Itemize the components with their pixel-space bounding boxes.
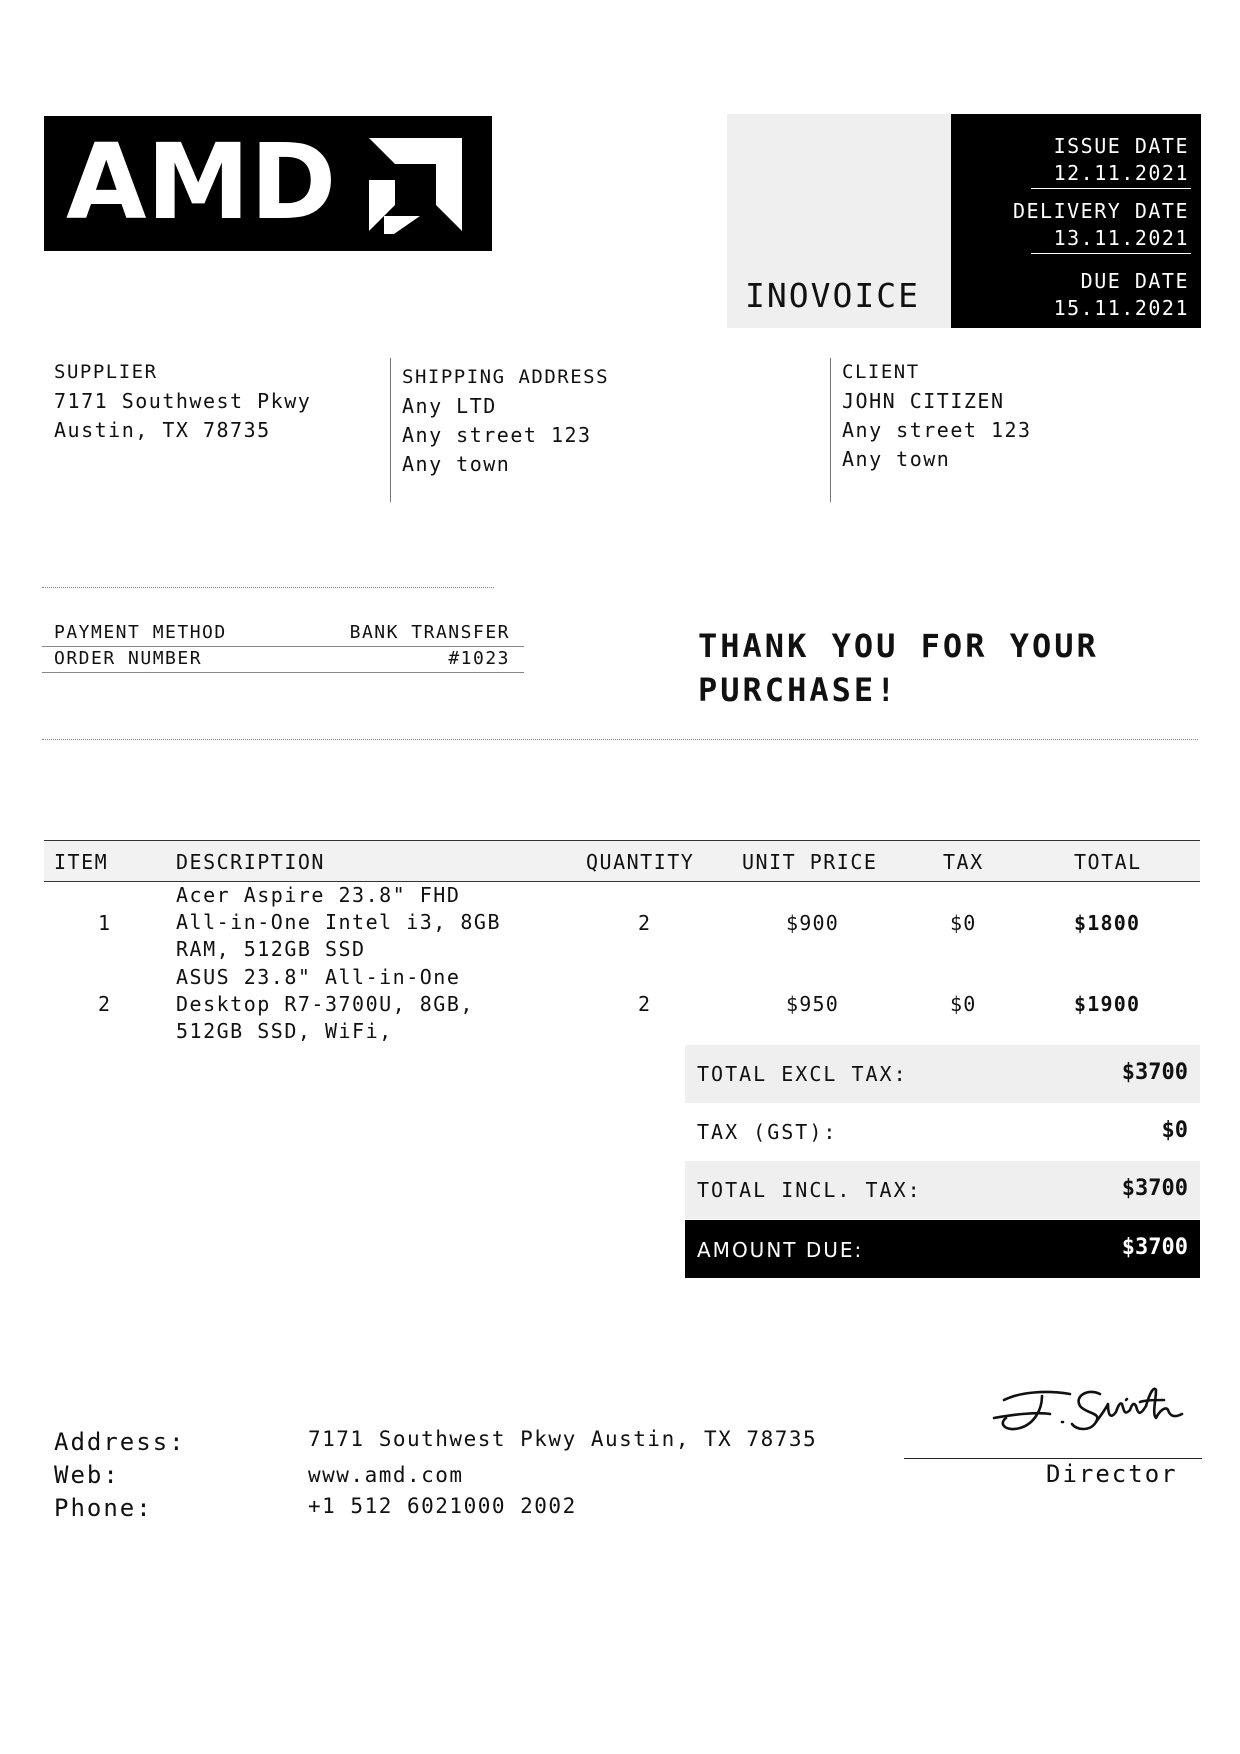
supplier-line: 7171 Southwest Pkwy [54, 389, 312, 413]
date-divider [1031, 253, 1191, 254]
item-total: $1900 [1074, 992, 1141, 1016]
thank-you-message [698, 624, 1099, 712]
column-header-unit-price: UNIT PRICE [742, 850, 878, 874]
supplier-heading: SUPPLIER [54, 361, 158, 383]
item-quantity: 2 [638, 911, 652, 935]
item-tax: $0 [950, 992, 977, 1016]
amd-arrow-icon [369, 138, 462, 234]
shipping-line: Any town [402, 452, 511, 476]
description-line: Desktop R7-3700U, 8GB, [176, 992, 474, 1016]
payment-method-label: PAYMENT METHOD [54, 622, 227, 643]
total-excl-tax-value: $3700 [1121, 1060, 1188, 1085]
phone-label: Phone: [54, 1494, 153, 1522]
invoice-dates-panel [951, 114, 1201, 328]
order-number-label: ORDER NUMBER [54, 648, 203, 669]
due-date-value: 15.11.2021 [1053, 296, 1189, 320]
column-divider [830, 358, 831, 502]
column-divider [390, 358, 391, 502]
dotted-divider [42, 587, 494, 588]
tax-gst-value: $0 [1161, 1118, 1188, 1143]
description-line: All-in-One Intel i3, 8GB [176, 910, 501, 934]
item-quantity: 2 [638, 992, 652, 1016]
issue-date-value: 12.11.2021 [1053, 161, 1189, 185]
item-number: 1 [98, 911, 112, 935]
shipping-line: Any street 123 [402, 423, 592, 447]
description-line: ASUS 23.8" All-in-One [176, 965, 461, 989]
address-label: Address: [54, 1428, 186, 1456]
amount-due-row [685, 1220, 1200, 1278]
svg-text:AMD: AMD [66, 121, 337, 243]
description-line: Acer Aspire 23.8" FHD [176, 883, 461, 907]
table-header [44, 840, 1200, 882]
amount-due-label: AMOUNT DUE: [697, 1238, 864, 1262]
column-header-description: DESCRIPTION [176, 850, 325, 874]
supplier-line: Austin, TX 78735 [54, 418, 271, 442]
footer-labels [54, 1426, 186, 1525]
issue-date-label: ISSUE DATE [1053, 134, 1189, 158]
dotted-divider [42, 739, 1198, 740]
column-header-item: ITEM [54, 850, 109, 874]
column-header-total: TOTAL [1074, 850, 1142, 874]
order-number-value: #1023 [448, 648, 510, 669]
item-unit-price: $900 [786, 911, 839, 935]
tax-gst-row [685, 1103, 1200, 1161]
amd-logo [44, 116, 492, 251]
payment-divider [42, 672, 524, 673]
item-unit-price: $950 [786, 992, 839, 1016]
client-line: JOHN CITIZEN [842, 389, 1005, 413]
column-header-tax: TAX [943, 850, 984, 874]
amount-due-value: $3700 [1121, 1235, 1188, 1260]
item-tax: $0 [950, 911, 977, 935]
description-line: RAM, 512GB SSD [176, 937, 366, 961]
total-incl-tax-row [685, 1161, 1200, 1219]
signature-title: Director [1046, 1460, 1178, 1488]
thank-you-line: PURCHASE! [698, 671, 899, 709]
shipping-heading: SHIPPING ADDRESS [402, 366, 610, 388]
table-row [44, 880, 1200, 962]
column-header-quantity: QUANTITY [586, 850, 695, 874]
date-divider [1031, 188, 1191, 189]
tax-gst-label: TAX (GST): [697, 1120, 838, 1144]
client-line: Any town [842, 447, 951, 471]
footer-phone-value: +1 512 6021000 2002 [308, 1494, 577, 1518]
shipping-block [402, 363, 609, 479]
payment-method-value: BANK TRANSFER [349, 622, 510, 643]
total-excl-tax-label: TOTAL EXCL TAX: [697, 1062, 908, 1086]
signature [990, 1380, 1200, 1460]
shipping-line: Any LTD [402, 394, 497, 418]
item-description [176, 964, 474, 1045]
item-description [176, 882, 501, 963]
item-total: $1800 [1074, 911, 1141, 935]
client-block [842, 358, 1032, 474]
delivery-date-value: 13.11.2021 [1053, 226, 1189, 250]
client-line: Any street 123 [842, 418, 1032, 442]
thank-you-line: THANK YOU FOR YOUR [698, 627, 1099, 665]
total-incl-tax-value: $3700 [1121, 1176, 1188, 1201]
due-date-label: DUE DATE [1080, 269, 1189, 293]
total-incl-tax-label: TOTAL INCL. TAX: [697, 1178, 922, 1202]
description-line: 512GB SSD, WiFi, [176, 1019, 393, 1043]
invoice-title: INOVOICE [745, 276, 920, 315]
supplier-block [54, 358, 311, 445]
total-excl-tax-row [685, 1045, 1200, 1103]
footer-web-value[interactable]: www.amd.com [308, 1463, 464, 1487]
client-heading: CLIENT [842, 361, 920, 383]
table-row [44, 962, 1200, 1044]
delivery-date-label: DELIVERY DATE [1012, 199, 1189, 223]
web-label: Web: [54, 1461, 120, 1489]
item-number: 2 [98, 992, 112, 1016]
payment-divider [42, 646, 524, 647]
footer-address-value: 7171 Southwest Pkwy Austin, TX 78735 [308, 1427, 818, 1451]
